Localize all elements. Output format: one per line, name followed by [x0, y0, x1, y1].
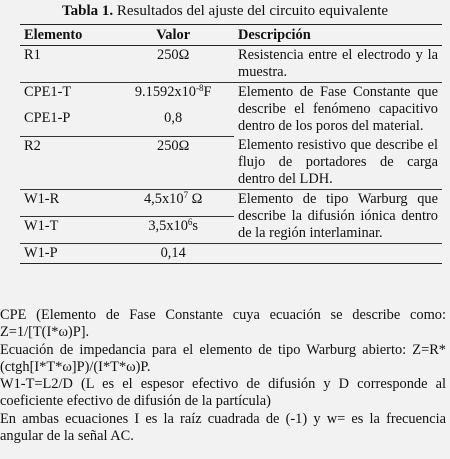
header-value: Valor: [112, 25, 234, 46]
value-base: 4,5x10: [143, 191, 184, 207]
cell-element: CPE1-T: [24, 84, 72, 100]
cell-element: R1: [20, 46, 112, 83]
value-unit: s: [192, 218, 199, 234]
cell-description: Elemento resistivo que describe el flujo de portadores de carga dentro del LDH.: [234, 136, 442, 190]
cell-element: R2: [20, 136, 112, 190]
cell-value: 250Ω: [112, 136, 234, 190]
table-caption: [0, 2, 450, 20]
table-row: [20, 136, 442, 190]
table-row: [20, 46, 442, 83]
cell-description: Elemento de tipo Warburg que describe la difusión iónica dentro de la región interlaminar.: [234, 190, 442, 244]
table-row: [20, 244, 442, 264]
cell-description: Elemento de Fase Constante que describe el fenómeno capacitivo dentro de los poros del material.: [238, 84, 438, 134]
value-unit: F: [203, 84, 212, 100]
cell-element: W1-T: [20, 217, 112, 244]
note-both: En ambas ecuaciones I es la raíz cuadrada de (-1) y w= es la frecuencia angular de la señal AC.: [0, 410, 446, 445]
cell-element: W1-R: [20, 190, 112, 217]
cell-element: W1-P: [20, 244, 112, 264]
table-row: [20, 83, 442, 110]
caption-text: Resultados del ajuste del circuito equivalente: [116, 3, 389, 19]
note-cpe: CPE (Elemento de Fase Constante cuya ecuación se describe como: Z=1/[T(I*ω)P].: [0, 307, 446, 341]
cell-element: CPE1-P: [20, 109, 112, 136]
value-unit: Ω: [188, 191, 203, 207]
note-warburg: Ecuación de impedancia para el elemento de tipo Warburg abierto: Z=R*(ctgh[I*T*ω]P)/(I*T*ω)P.: [0, 341, 446, 375]
caption-label: Tabla 1.: [61, 3, 114, 19]
cell-value: [112, 217, 234, 244]
table-header-row: [20, 25, 442, 46]
cell-description: Resistencia entre el electrodo y la muestra.: [234, 46, 442, 83]
cell-description: [234, 244, 442, 264]
table-notes: [0, 307, 446, 445]
cell-value: 250Ω: [112, 46, 234, 83]
note-w1t: W1-T=L2/D (L es el espesor efectivo de difusión y D corresponde al coeficiente efectivo de difusión de la partícula): [0, 376, 446, 410]
cell-value: 0,14: [112, 244, 234, 264]
value-base: 9.1592x10: [134, 84, 196, 100]
value-exponent: 7: [183, 190, 189, 200]
value-base: 3,5x10: [148, 218, 188, 234]
value-exponent: 6: [187, 217, 193, 227]
cell-value: 0,8: [112, 109, 234, 136]
value-exponent: -8: [196, 83, 204, 93]
header-element: Elemento: [20, 25, 112, 46]
table-row: [20, 190, 442, 217]
cell-value: [112, 190, 234, 217]
header-description: Descripción: [234, 25, 442, 46]
results-table: [20, 24, 442, 264]
cell-value: [112, 83, 234, 110]
